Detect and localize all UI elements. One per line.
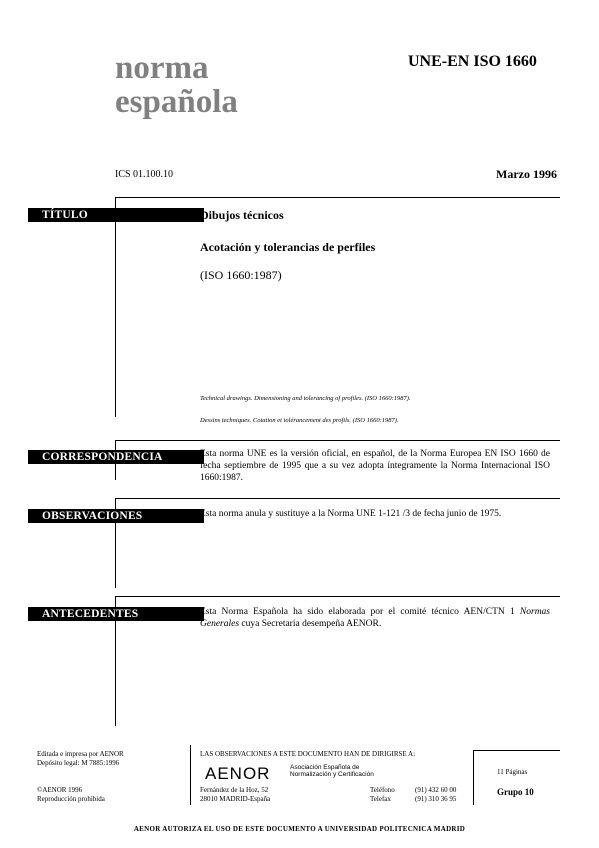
title-line1: Dibujos técnicos	[200, 208, 284, 222]
bottom-box-left	[473, 750, 474, 805]
section-label-observaciones: OBSERVACIONES	[28, 509, 204, 523]
title-line3: (ISO 1660:1987)	[200, 268, 282, 282]
license-footer: AENOR AUTORIZA EL USO DE ESTE DOCUMENTO A UNIVERSIDAD POLITECNICA MADRID	[133, 825, 466, 833]
observations-address-header: LAS OBSERVACIONES A ESTE DOCUMENTO HAN DE DIRIGIRSE A:	[200, 750, 416, 758]
divider-correspondencia	[115, 440, 560, 441]
title-line2: Acotación y tolerancias de perfiles	[200, 240, 376, 254]
standard-code: UNE-EN ISO 1660	[408, 53, 537, 70]
aenor-logo-subtitle: Asociación Española de Normalización y Certificación	[290, 764, 374, 778]
aenor-logo: AENOR	[205, 764, 271, 783]
bottom-vline-left	[190, 745, 191, 805]
contact-numbers: (91) 432 60 00 (91) 310 36 95	[415, 786, 457, 803]
section-label-correspondencia: CORRESPONDENCIA	[28, 450, 204, 464]
title-english: Technical drawings. Dimensioning and tolerancing of profiles. (ISO 1660:1987).	[200, 395, 411, 402]
divider-antecedentes	[115, 596, 560, 597]
section-label-titulo: TÍTULO	[28, 208, 204, 222]
observaciones-text: Esta norma anula y sustituye a la Norma UNE 1-121 /3 de fecha junio de 1975.	[200, 509, 502, 519]
grupo-label: Grupo 10	[497, 787, 534, 797]
aenor-address: Fernández de la Hoz, 52 28010 MADRID-España	[200, 786, 271, 803]
editorial-info: Editada e impresa por AENOR Depósito legal: M 7885:1996	[37, 750, 124, 767]
divider-observaciones	[115, 498, 560, 499]
bottom-box-top	[473, 750, 560, 751]
page-count: 11 Páginas	[497, 768, 528, 776]
vline-titulo	[115, 197, 116, 417]
correspondencia-text: Esta norma UNE es la versión oficial, en español, de la Norma Europea EN ISO 1660 de fecha septiembre de 1995 que a su vez adopta íntegramente la Norma Internacional ISO 1660:1987.	[200, 449, 550, 483]
divider-titulo	[115, 197, 560, 198]
title-french: Dessins techniques. Cotation et tolérancement des profils. (ISO 1660:1987).	[200, 417, 399, 424]
publication-date: Marzo 1996	[496, 167, 557, 181]
section-label-antecedentes: ANTECEDENTES	[28, 607, 204, 621]
copyright-info: ©AENOR 1996 Reproducción prohibida	[37, 786, 105, 803]
contact-labels: Teléfono Telefax	[370, 786, 395, 803]
antecedentes-text: Esta Norma Española ha sido elaborada por el comité técnico AEN/CTN 1 Normas Generales cuya Secretaría desempeña AENOR.	[200, 607, 550, 629]
espanola-heading: española	[115, 84, 238, 120]
norma-heading: norma	[115, 50, 209, 86]
ics-code: ICS 01.100.10	[115, 169, 174, 180]
